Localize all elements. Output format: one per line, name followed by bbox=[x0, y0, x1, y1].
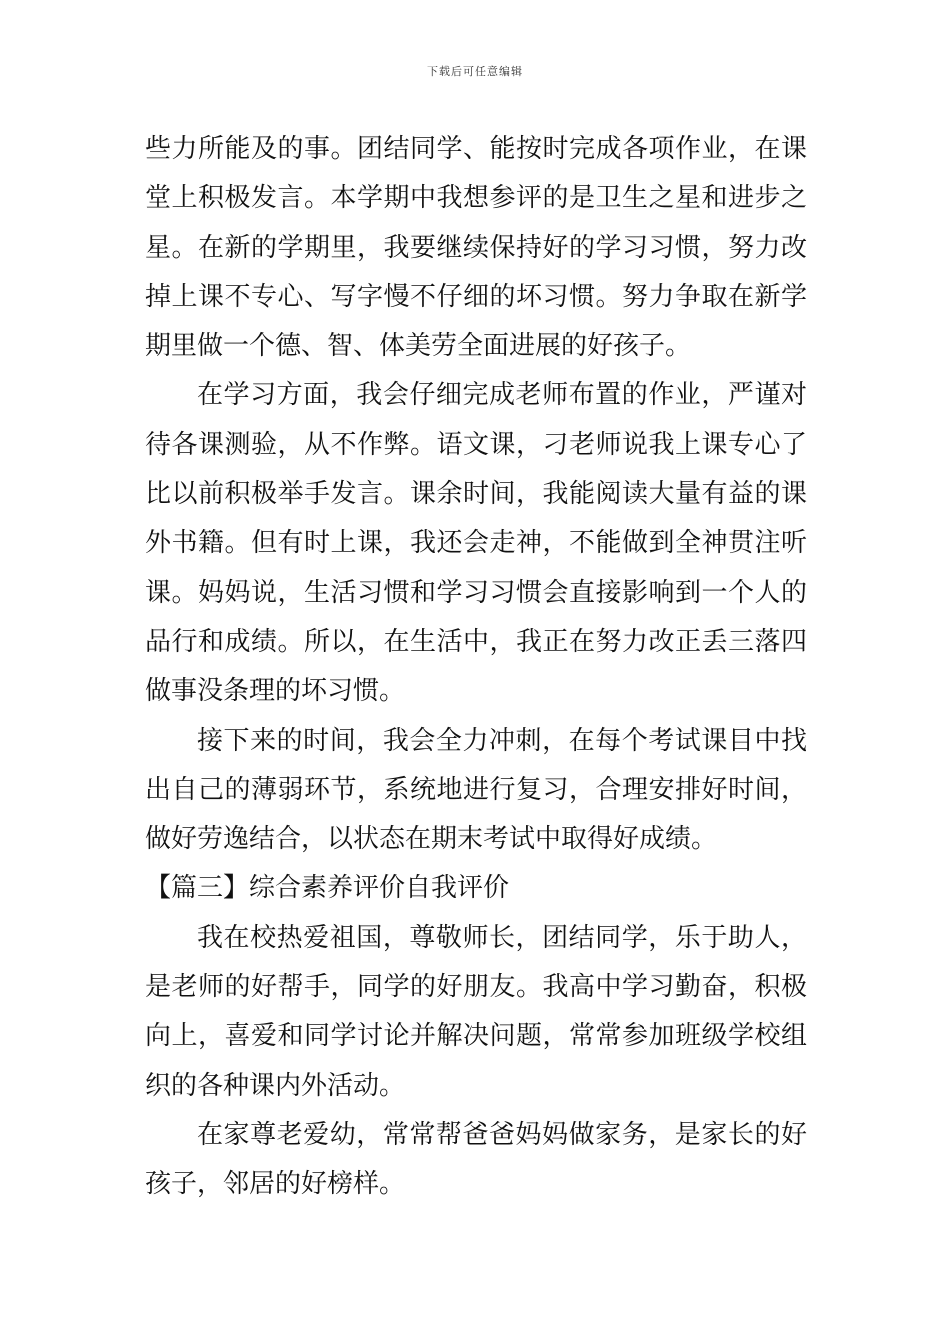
paragraph-school: 我在校热爱祖国，尊敬师长，团结同学，乐于助人，是老师的好帮手，同学的好朋友。我高中学习勤奋，积极向上，喜爱和同学讨论并解决问题，常常参加班级学校组织的各种课内外活动。 bbox=[145, 922, 807, 1101]
paragraph-study: 在学习方面，我会仔细完成老师布置的作业，严谨对待各课测验，从不作弊。语文课，刁老师说我上课专心了比以前积极举手发言。课余时间，我能阅读大量有益的课外书籍。但有时上课，我还会走神，不能做到全神贯注听课。妈妈说，生活习惯和学习习惯会直接影响到一个人的品行和成绩。所以，在生活中，我正在努力改正丢三落四做事没条理的坏习惯。 bbox=[145, 380, 807, 707]
paragraph-plan: 接下来的时间，我会全力冲刺，在每个考试课目中找出自己的薄弱环节，系统地进行复习，合理安排好时间，做好劳逸结合，以状态在期末考试中取得好成绩。 bbox=[145, 725, 807, 855]
page-header: 下载后可任意编辑 bbox=[427, 65, 523, 78]
paragraph-continuation: 些力所能及的事。团结同学、能按时完成各项作业，在课堂上积极发言。本学期中我想参评的是卫生之星和进步之星。在新的学期里，我要继续保持好的学习习惯，努力改掉上课不专心、写字慢不仔细的坏习惯。努力争取在新学期里做一个德、智、体美劳全面进展的好孩子。 bbox=[145, 134, 807, 362]
paragraph-home: 在家尊老爱幼，常常帮爸爸妈妈做家务，是家长的好孩子，邻居的好榜样。 bbox=[145, 1119, 807, 1200]
section-heading: 【篇三】综合素养评价自我评价 bbox=[145, 873, 510, 904]
document-body bbox=[145, 125, 807, 1210]
